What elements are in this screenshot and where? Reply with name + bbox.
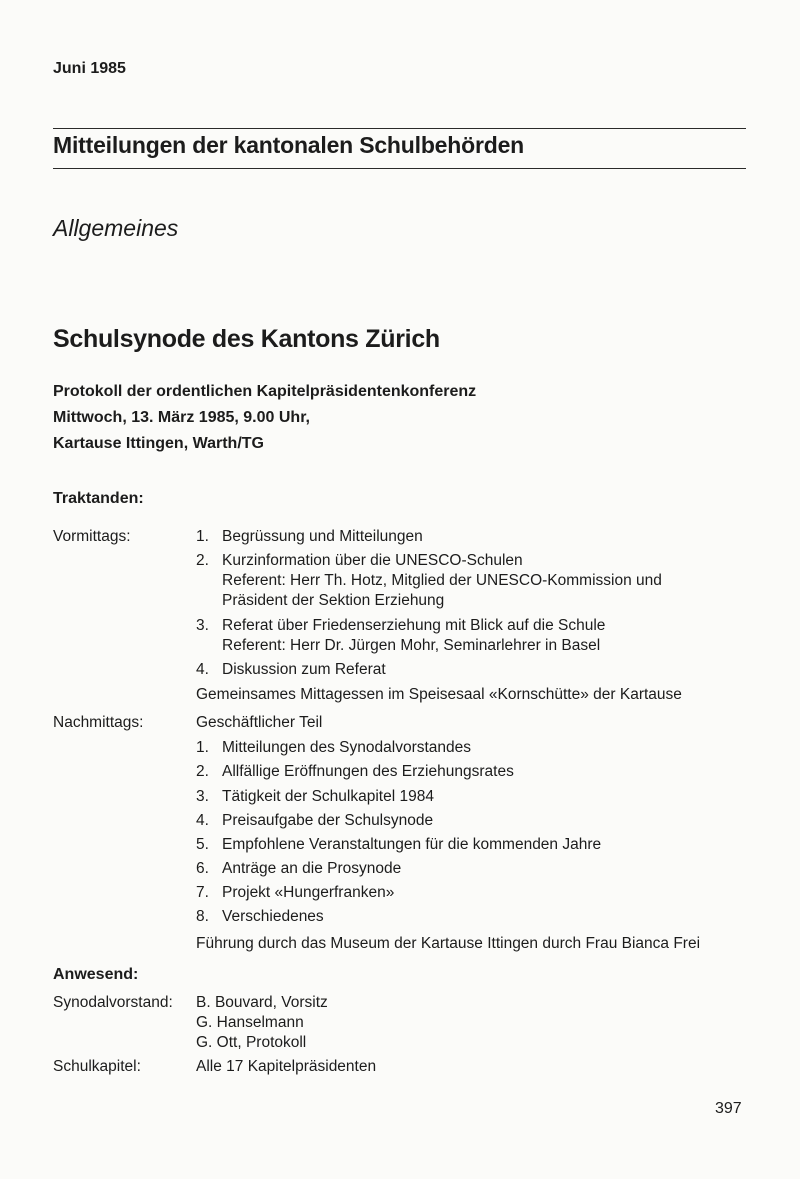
afternoon-label: Nachmittags: [53,714,144,731]
list-item: 3. Tätigkeit der Schulkapitel 1984 [196,788,434,805]
page-number: 397 [715,1100,742,1117]
list-item: 2. Allfällige Eröffnungen des Erziehungsrates [196,763,514,780]
category-heading: Allgemeines [53,215,179,241]
section-title: Mitteilungen der kantonalen Schulbehörden [53,132,525,158]
subtitle-line-1: Protokoll der ordentlichen Kapitelpräsidentenkonferenz [53,383,477,400]
list-item: 3. Referat über Friedenserziehung mit Blick auf die Schule [196,617,606,634]
morning-label: Vormittags: [53,528,131,545]
list-item: 5. Empfohlene Veranstaltungen für die kommenden Jahre [196,836,602,853]
list-item-note: Referent: Herr Dr. Jürgen Mohr, Seminarlehrer in Basel [222,637,601,654]
issue-date: Juni 1985 [53,60,126,77]
top-rule [53,128,746,129]
list-item-note: Referent: Herr Th. Hotz, Mitglied der UNESCO-Kommission und [222,572,662,589]
subtitle-line-2: Mittwoch, 13. März 1985, 9.00 Uhr, [53,409,310,426]
chapters-label: Schulkapitel: [53,1058,141,1075]
list-item: 4. Diskussion zum Referat [196,661,386,678]
list-item: 1. Mitteilungen des Synodalvorstandes [196,739,472,756]
list-item: 4. Preisaufgabe der Schulsynode [196,812,434,829]
agenda-heading: Traktanden: [53,490,144,507]
board-label: Synodalvorstand: [53,994,173,1011]
board-member: G. Ott, Protokoll [196,1034,307,1051]
board-member: B. Bouvard, Vorsitz [196,994,328,1011]
list-item: 1. Begrüssung und Mitteilungen [196,528,423,545]
chapters-value: Alle 17 Kapitelpräsidenten [196,1058,377,1075]
list-item: 7. Projekt «Hungerfranken» [196,884,395,901]
list-item: 6. Anträge an die Prosynode [196,860,402,877]
attendees-heading: Anwesend: [53,966,139,983]
subtitle-line-3: Kartause Ittingen, Warth/TG [53,435,264,452]
list-item-note: Präsident der Sektion Erziehung [222,592,445,609]
afternoon-note: Führung durch das Museum der Kartause Ittingen durch Frau Bianca Frei [196,935,701,952]
bottom-rule [53,168,746,169]
board-member: G. Hanselmann [196,1014,304,1031]
list-item: 8. Verschiedenes [196,908,324,925]
afternoon-intro: Geschäftlicher Teil [196,714,323,731]
article-title: Schulsynode des Kantons Zürich [53,325,440,353]
morning-note: Gemeinsames Mittagessen im Speisesaal «Kornschütte» der Kartause [196,686,682,703]
list-item: 2. Kurzinformation über die UNESCO-Schulen [196,552,523,569]
